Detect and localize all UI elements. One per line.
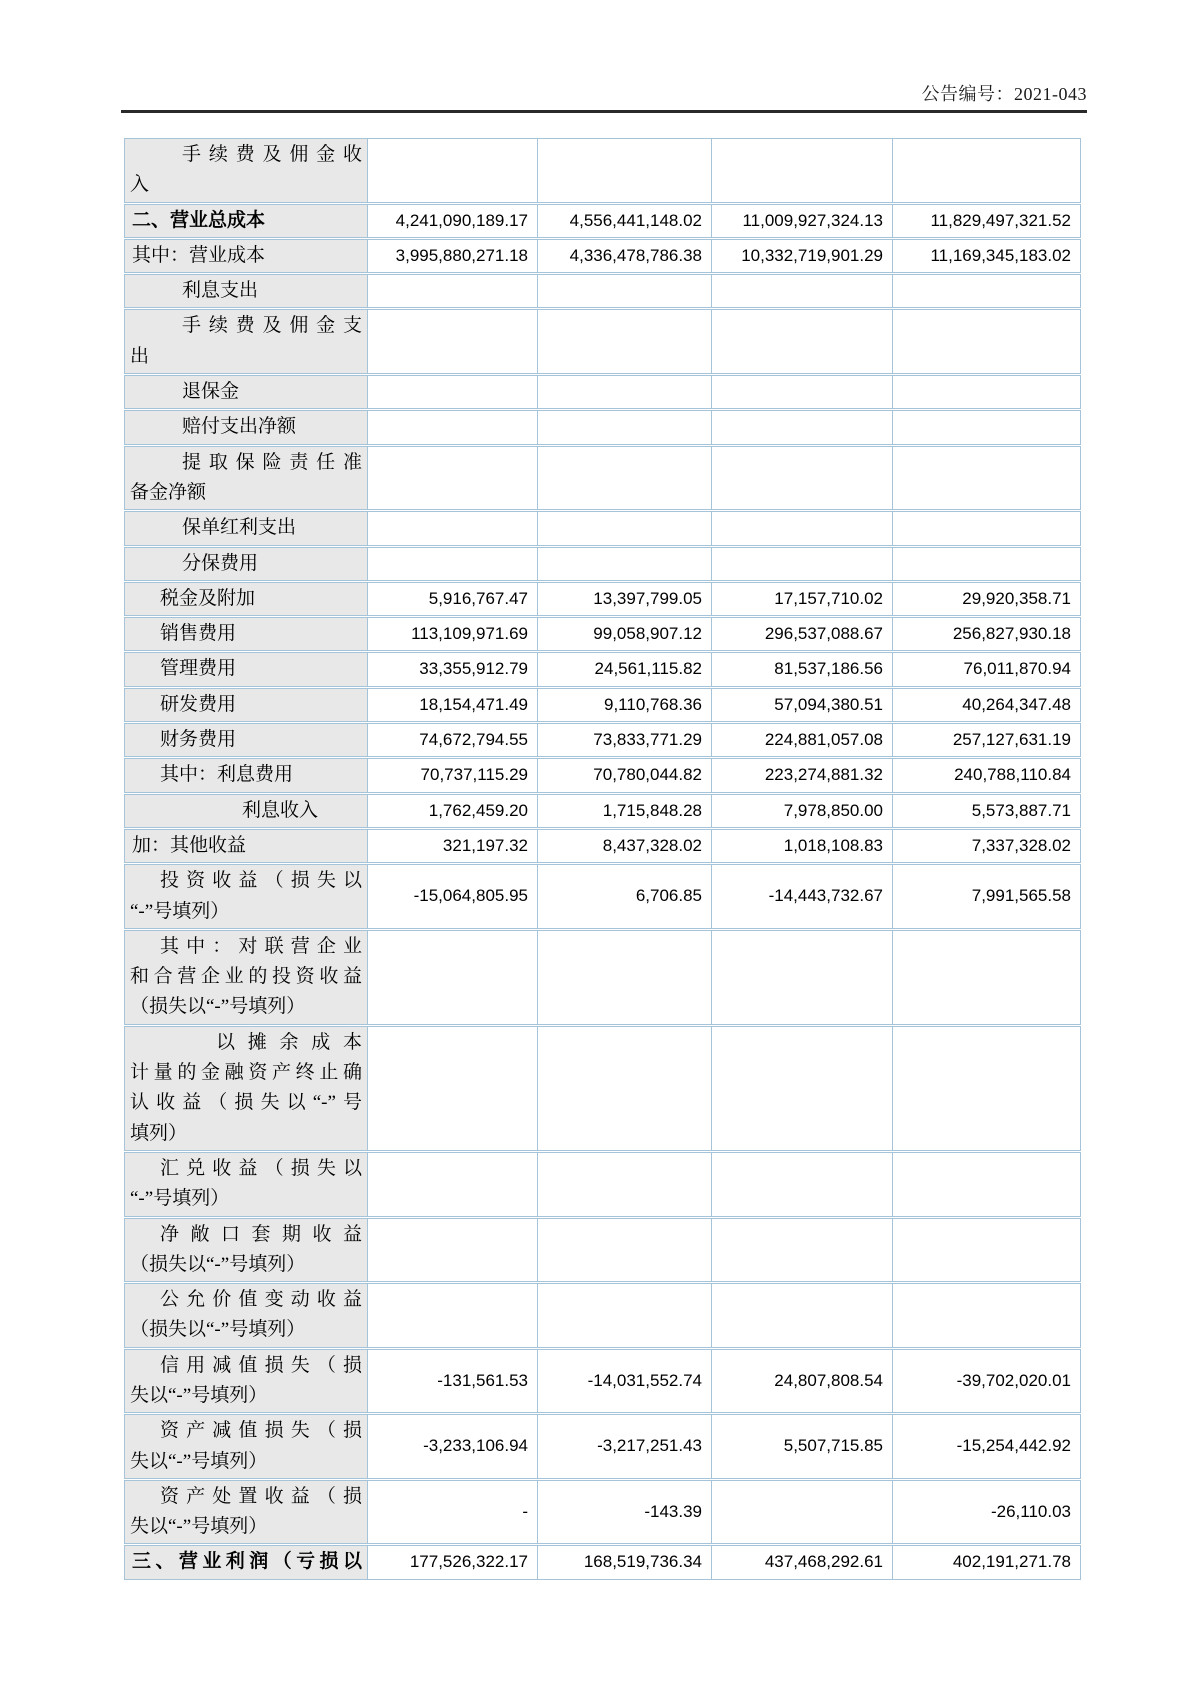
table-row xyxy=(124,652,1081,686)
row-label-line: 资产处置收益（损 xyxy=(160,1485,362,1507)
cell-value: 70,780,044.82 xyxy=(538,758,712,792)
table-row xyxy=(124,930,1081,1025)
row-label-line: 信用减值损失（损 xyxy=(160,1354,362,1376)
cell-value: 257,127,631.19 xyxy=(893,723,1081,757)
cell-value: 7,978,850.00 xyxy=(712,794,893,828)
cell-value: -131,561.53 xyxy=(368,1349,538,1414)
table-row xyxy=(124,375,1081,409)
row-label-cell xyxy=(124,239,368,273)
cell-value xyxy=(893,410,1081,444)
cell-value: 7,991,565.58 xyxy=(893,864,1081,929)
cell-value xyxy=(893,547,1081,581)
row-label-cell xyxy=(124,1349,368,1414)
cell-value xyxy=(712,1152,893,1217)
cell-value xyxy=(538,375,712,409)
row-label-cell xyxy=(124,1414,368,1479)
cell-value xyxy=(712,511,893,545)
table-row xyxy=(124,1026,1081,1151)
cell-value xyxy=(538,1152,712,1217)
cell-value: 5,916,767.47 xyxy=(368,582,538,616)
cell-value: 256,827,930.18 xyxy=(893,617,1081,651)
cell-value xyxy=(538,138,712,203)
row-label-line: （损失以“-”号填列） xyxy=(130,1319,306,1341)
row-label-line: 财务费用 xyxy=(160,729,237,751)
cell-value xyxy=(538,1283,712,1348)
cell-value: -3,217,251.43 xyxy=(538,1414,712,1479)
table-row xyxy=(124,1152,1081,1217)
cell-value xyxy=(538,547,712,581)
row-label-line: 失以“-”号填列） xyxy=(130,1384,268,1406)
cell-value: 99,058,907.12 xyxy=(538,617,712,651)
cell-value xyxy=(893,309,1081,374)
row-label-line: 销售费用 xyxy=(160,623,237,645)
table-row xyxy=(124,274,1081,308)
cell-value xyxy=(368,930,538,1025)
row-label-line: （损失以“-”号填列） xyxy=(130,996,306,1018)
cell-value xyxy=(712,930,893,1025)
table-row xyxy=(124,1545,1081,1579)
row-label-line: 资产减值损失（损 xyxy=(160,1420,362,1442)
row-label-cell xyxy=(124,758,368,792)
row-label-line: 二、营业总成本 xyxy=(132,209,266,231)
row-label-line: “-”号填列） xyxy=(130,1188,230,1210)
row-label-cell xyxy=(124,1218,368,1283)
income-statement-table xyxy=(124,137,1081,1581)
cell-value: 1,018,108.83 xyxy=(712,829,893,863)
cell-value xyxy=(368,547,538,581)
cell-value xyxy=(712,547,893,581)
row-label-line: 赔付支出净额 xyxy=(182,416,297,438)
table-row xyxy=(124,547,1081,581)
cell-value xyxy=(538,309,712,374)
row-label-line: 研发费用 xyxy=(160,693,237,715)
row-label-line: 手续费及佣金收 xyxy=(182,144,362,165)
cell-value: 11,169,345,183.02 xyxy=(893,239,1081,273)
cell-value: 74,672,794.55 xyxy=(368,723,538,757)
row-label-cell xyxy=(124,864,368,929)
cell-value xyxy=(712,309,893,374)
cell-value: 113,109,971.69 xyxy=(368,617,538,651)
cell-value: 1,715,848.28 xyxy=(538,794,712,828)
cell-value xyxy=(893,446,1081,511)
cell-value xyxy=(893,375,1081,409)
row-label-cell xyxy=(124,375,368,409)
cell-value: 70,737,115.29 xyxy=(368,758,538,792)
cell-value: 17,157,710.02 xyxy=(712,582,893,616)
row-label-cell xyxy=(124,582,368,616)
cell-value: 321,197.32 xyxy=(368,829,538,863)
cell-value xyxy=(538,274,712,308)
cell-value xyxy=(712,1026,893,1151)
cell-value: 11,009,927,324.13 xyxy=(712,204,893,238)
row-label-line: 出 xyxy=(130,345,150,367)
cell-value xyxy=(538,1218,712,1283)
row-label-line: 提取保险责任准 xyxy=(182,451,362,473)
cell-value: 224,881,057.08 xyxy=(712,723,893,757)
row-label-line: 其中：营业成本 xyxy=(132,244,266,266)
cell-value xyxy=(538,930,712,1025)
row-label-cell xyxy=(124,1152,368,1217)
row-label-line: 投资收益（损失以 xyxy=(160,870,362,892)
cell-value xyxy=(893,138,1081,203)
cell-value xyxy=(712,410,893,444)
cell-value xyxy=(368,138,538,203)
cell-value: 402,191,271.78 xyxy=(893,1545,1081,1579)
table-row xyxy=(124,1283,1081,1348)
row-label-cell xyxy=(124,652,368,686)
cell-value: 76,011,870.94 xyxy=(893,652,1081,686)
cell-value: 9,110,768.36 xyxy=(538,688,712,722)
row-label-line: 利息收入 xyxy=(242,799,319,821)
cell-value: 18,154,471.49 xyxy=(368,688,538,722)
row-label-line: 税金及附加 xyxy=(160,587,256,609)
cell-value xyxy=(368,1152,538,1217)
cell-value: 8,437,328.02 xyxy=(538,829,712,863)
cell-value: 4,336,478,786.38 xyxy=(538,239,712,273)
cell-value: 24,561,115.82 xyxy=(538,652,712,686)
cell-value xyxy=(893,511,1081,545)
cell-value xyxy=(538,410,712,444)
table-row xyxy=(124,446,1081,511)
row-label-line: 加：其他收益 xyxy=(132,834,247,856)
row-label-cell xyxy=(124,204,368,238)
row-label-line: 退保金 xyxy=(182,381,240,403)
table-row xyxy=(124,1414,1081,1479)
cell-value: 4,241,090,189.17 xyxy=(368,204,538,238)
row-label-line: 计量的金融资产终止确 xyxy=(130,1062,362,1084)
cell-value xyxy=(893,1283,1081,1348)
cell-value: 10,332,719,901.29 xyxy=(712,239,893,273)
table-row xyxy=(124,723,1081,757)
cell-value: 81,537,186.56 xyxy=(712,652,893,686)
cell-value: 240,788,110.84 xyxy=(893,758,1081,792)
cell-value xyxy=(368,375,538,409)
cell-value: 33,355,912.79 xyxy=(368,652,538,686)
row-label-line: “-”号填列） xyxy=(130,900,230,922)
cell-value xyxy=(712,375,893,409)
cell-value xyxy=(712,138,893,203)
cell-value xyxy=(368,1283,538,1348)
row-label-line: 其中：对联营企业 xyxy=(160,935,362,957)
cell-value xyxy=(368,274,538,308)
row-label-cell xyxy=(124,1480,368,1545)
cell-value: 73,833,771.29 xyxy=(538,723,712,757)
cell-value: -26,110.03 xyxy=(893,1480,1081,1545)
cell-value xyxy=(893,274,1081,308)
cell-value: -15,064,805.95 xyxy=(368,864,538,929)
table-row xyxy=(124,864,1081,929)
cell-value: -14,031,552.74 xyxy=(538,1349,712,1414)
cell-value: 296,537,088.67 xyxy=(712,617,893,651)
table-row xyxy=(124,688,1081,722)
header-rule xyxy=(121,110,1087,113)
cell-value: 168,519,736.34 xyxy=(538,1545,712,1579)
cell-value xyxy=(368,1026,538,1151)
cell-value xyxy=(368,309,538,374)
cell-value xyxy=(368,1218,538,1283)
cell-value: 57,094,380.51 xyxy=(712,688,893,722)
row-label-cell xyxy=(124,794,368,828)
row-label-line: 手续费及佣金支 xyxy=(182,315,362,337)
cell-value: -39,702,020.01 xyxy=(893,1349,1081,1414)
row-label-cell xyxy=(124,688,368,722)
cell-value: 13,397,799.05 xyxy=(538,582,712,616)
cell-value: 7,337,328.02 xyxy=(893,829,1081,863)
row-label-line: 公允价值变动收益 xyxy=(160,1289,362,1311)
row-label-cell xyxy=(124,829,368,863)
row-label-line: 保单红利支出 xyxy=(182,517,297,539)
announcement-number: 公告编号：2021-043 xyxy=(921,84,1087,104)
row-label-cell xyxy=(124,511,368,545)
cell-value xyxy=(893,930,1081,1025)
table-row xyxy=(124,829,1081,863)
cell-value: -3,233,106.94 xyxy=(368,1414,538,1479)
cell-value xyxy=(538,446,712,511)
table-row xyxy=(124,511,1081,545)
cell-value: 177,526,322.17 xyxy=(368,1545,538,1579)
row-label-cell xyxy=(124,1545,368,1579)
cell-value: -14,443,732.67 xyxy=(712,864,893,929)
table-row xyxy=(124,239,1081,273)
cell-value: -15,254,442.92 xyxy=(893,1414,1081,1479)
row-label-line: 入 xyxy=(130,174,150,196)
row-label-line: 分保费用 xyxy=(182,552,259,574)
row-label-cell xyxy=(124,138,368,203)
table-row xyxy=(124,582,1081,616)
row-label-cell xyxy=(124,547,368,581)
cell-value: 6,706.85 xyxy=(538,864,712,929)
row-label-line: 汇兑收益（损失以 xyxy=(160,1157,362,1179)
cell-value xyxy=(538,1026,712,1151)
table-row xyxy=(124,758,1081,792)
row-label-line: 净敞口套期收益 xyxy=(160,1223,362,1245)
row-label-cell xyxy=(124,410,368,444)
cell-value: 3,995,880,271.18 xyxy=(368,239,538,273)
row-label-line: （损失以“-”号填列） xyxy=(130,1253,306,1275)
table-row xyxy=(124,410,1081,444)
row-label-line: 认收益（损失以“-”号 xyxy=(130,1092,362,1114)
cell-value: 29,920,358.71 xyxy=(893,582,1081,616)
cell-value: 40,264,347.48 xyxy=(893,688,1081,722)
cell-value xyxy=(712,1218,893,1283)
row-label-line: 三、营业利润（亏损以 xyxy=(132,1551,362,1573)
row-label-cell xyxy=(124,723,368,757)
cell-value: - xyxy=(368,1480,538,1545)
row-label-line: 失以“-”号填列） xyxy=(130,1516,268,1538)
cell-value xyxy=(368,511,538,545)
table-row xyxy=(124,1218,1081,1283)
table-row xyxy=(124,309,1081,374)
cell-value xyxy=(893,1218,1081,1283)
cell-value: 437,468,292.61 xyxy=(712,1545,893,1579)
row-label-cell xyxy=(124,1026,368,1151)
cell-value xyxy=(893,1152,1081,1217)
cell-value: 1,762,459.20 xyxy=(368,794,538,828)
row-label-line: 利息支出 xyxy=(182,280,259,302)
table-row xyxy=(124,1349,1081,1414)
row-label-line: 和合营企业的投资收益 xyxy=(130,966,362,988)
row-label-line: 失以“-”号填列） xyxy=(130,1450,268,1472)
cell-value: 5,573,887.71 xyxy=(893,794,1081,828)
cell-value: -143.39 xyxy=(538,1480,712,1545)
row-label-line: 其中：利息费用 xyxy=(160,764,294,786)
row-label-line: 以摊余成本 xyxy=(216,1031,362,1053)
cell-value xyxy=(712,1480,893,1545)
row-label-cell xyxy=(124,1283,368,1348)
row-label-line: 填列） xyxy=(130,1122,188,1144)
cell-value xyxy=(538,511,712,545)
row-label-line: 备金净额 xyxy=(130,481,207,503)
table-row xyxy=(124,138,1081,203)
cell-value xyxy=(712,446,893,511)
cell-value: 11,829,497,321.52 xyxy=(893,204,1081,238)
table-row xyxy=(124,204,1081,238)
cell-value xyxy=(712,274,893,308)
row-label-cell xyxy=(124,446,368,511)
cell-value: 24,807,808.54 xyxy=(712,1349,893,1414)
cell-value xyxy=(368,446,538,511)
table-row xyxy=(124,794,1081,828)
cell-value: 5,507,715.85 xyxy=(712,1414,893,1479)
table-row xyxy=(124,617,1081,651)
table-row xyxy=(124,1480,1081,1545)
cell-value xyxy=(368,410,538,444)
row-label-cell xyxy=(124,309,368,374)
row-label-cell xyxy=(124,617,368,651)
row-label-line: 管理费用 xyxy=(160,658,237,680)
row-label-cell xyxy=(124,930,368,1025)
cell-value xyxy=(712,1283,893,1348)
cell-value xyxy=(893,1026,1081,1151)
cell-value: 223,274,881.32 xyxy=(712,758,893,792)
cell-value: 4,556,441,148.02 xyxy=(538,204,712,238)
row-label-cell xyxy=(124,274,368,308)
